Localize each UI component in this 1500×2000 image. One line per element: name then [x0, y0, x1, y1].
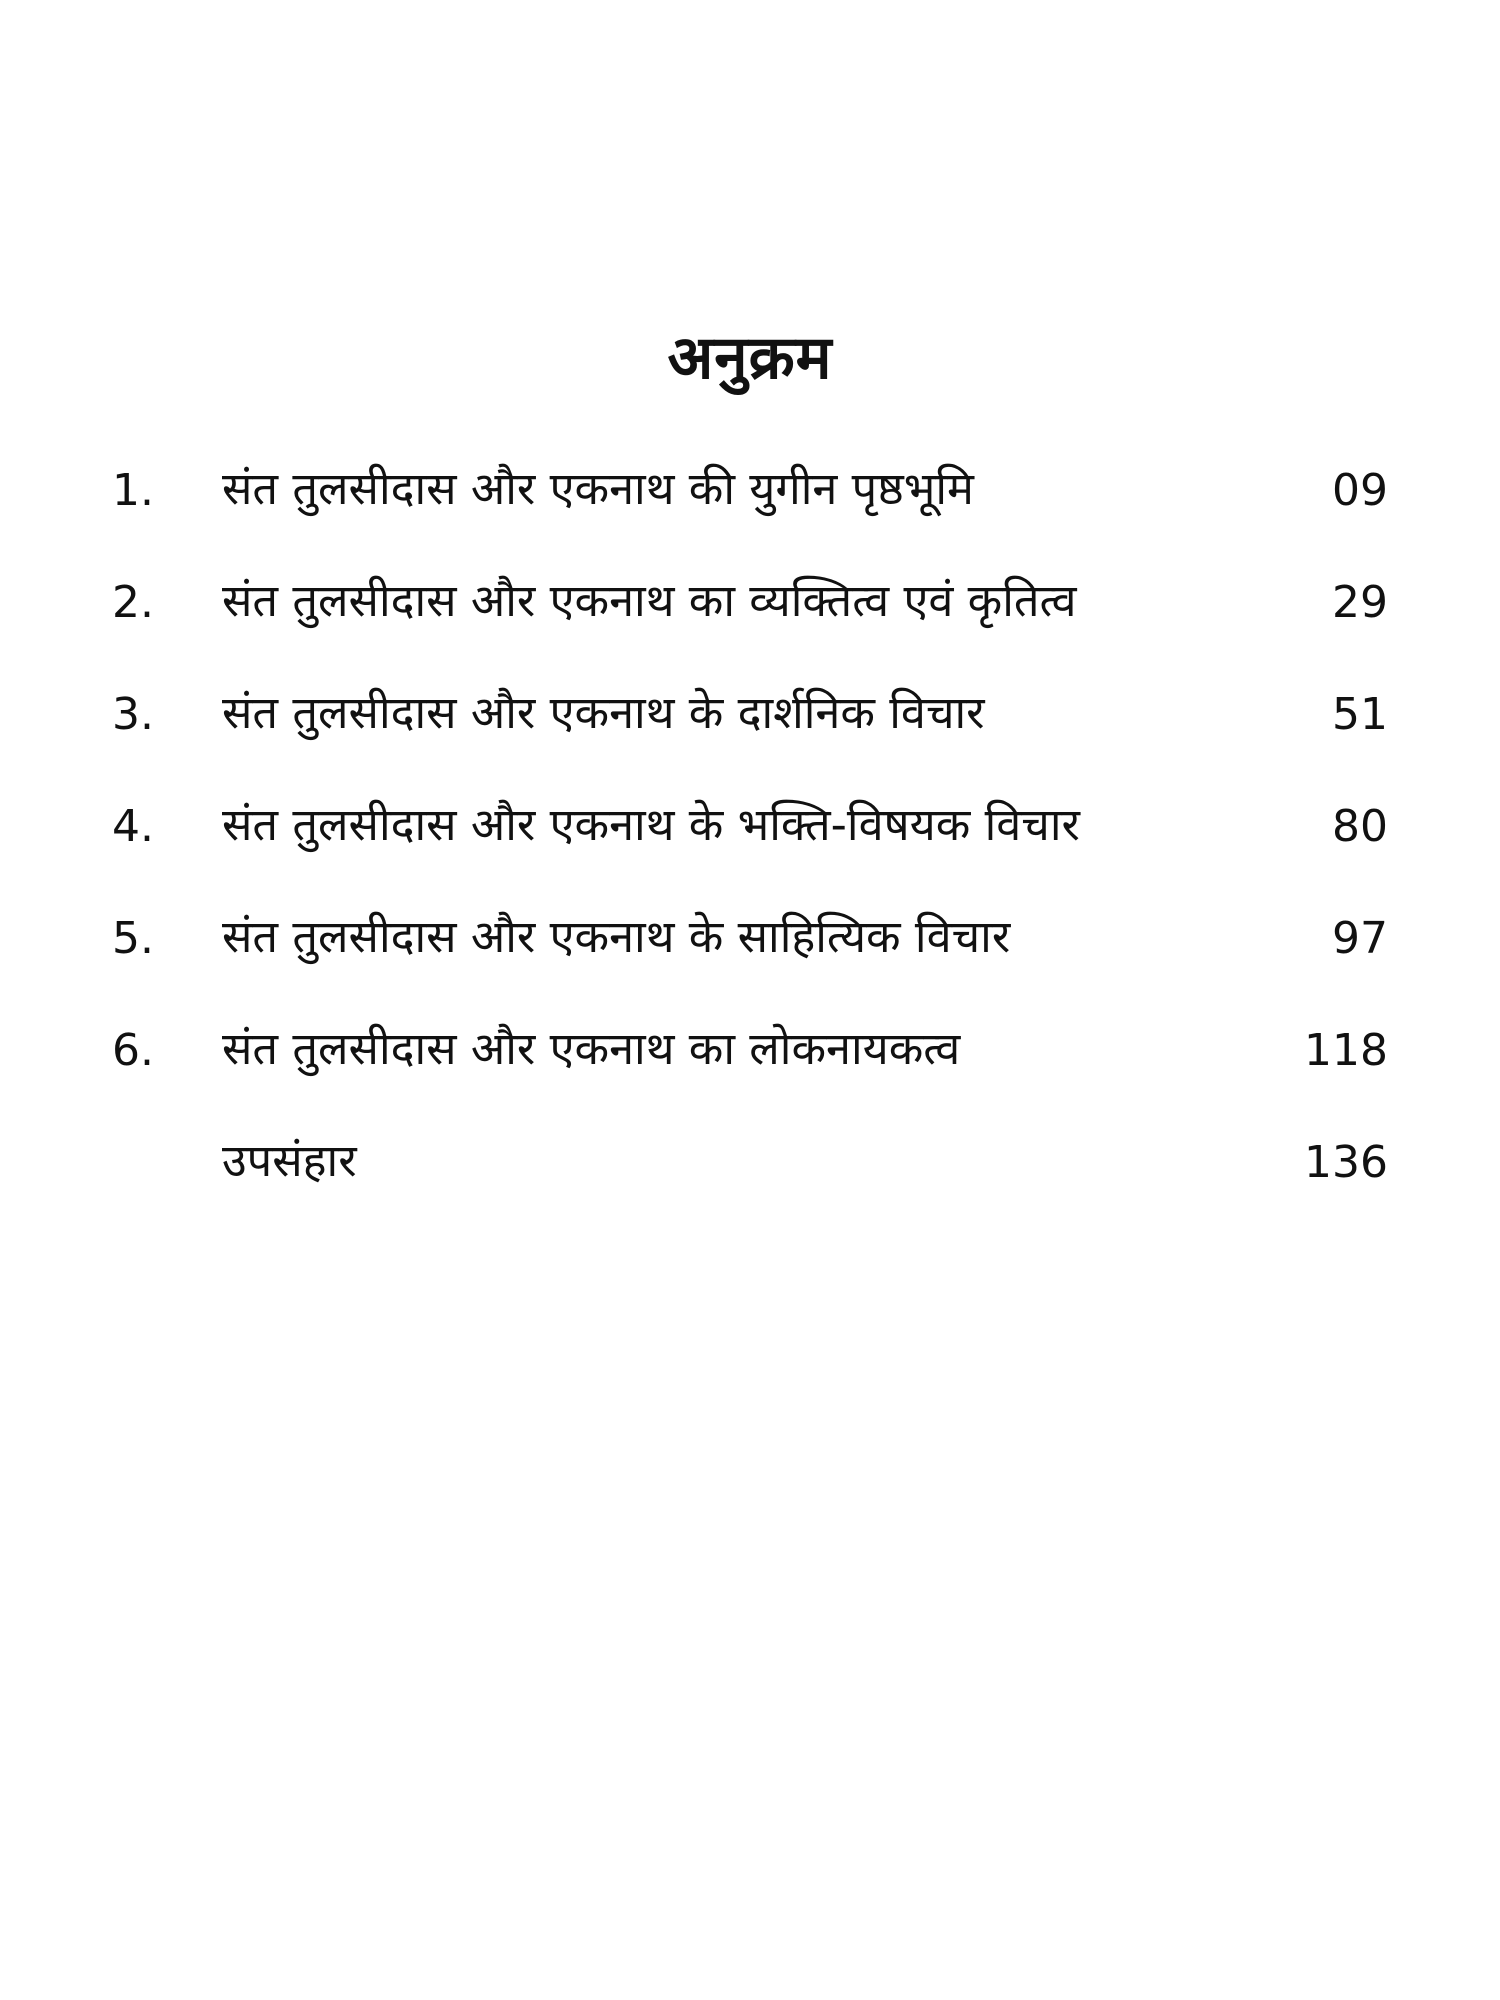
toc-entry-page: 80: [1332, 801, 1388, 852]
page-title: अनुक्रम: [667, 323, 833, 393]
toc-entry-number: 3.: [112, 689, 154, 740]
toc-entry-number: 4.: [112, 801, 154, 852]
toc-entry: [0, 1015, 1500, 1127]
table-of-contents: [0, 455, 1500, 1239]
toc-entry: [0, 455, 1500, 567]
toc-entry-title: संत तुलसीदास और एकनाथ के भक्ति-विषयक विचार: [222, 798, 1080, 851]
toc-entry-page: 118: [1304, 1025, 1388, 1076]
toc-entry-page: 29: [1332, 577, 1388, 628]
toc-entry-title: संत तुलसीदास और एकनाथ की युगीन पृष्ठभूमि: [222, 462, 974, 515]
toc-entry-title: उपसंहार: [222, 1134, 357, 1187]
toc-entry-page: 51: [1332, 689, 1388, 740]
toc-entry-number: 5.: [112, 913, 154, 964]
toc-entry-page: 97: [1332, 913, 1388, 964]
toc-entry: [0, 791, 1500, 903]
toc-entry: [0, 1127, 1500, 1239]
toc-entry-title: संत तुलसीदास और एकनाथ का लोकनायकत्व: [222, 1022, 961, 1075]
toc-entry-page: 136: [1304, 1137, 1388, 1188]
toc-entry-number: 6.: [112, 1025, 154, 1076]
toc-entry: [0, 903, 1500, 1015]
toc-entry: [0, 567, 1500, 679]
toc-entry-number: 1.: [112, 465, 154, 516]
toc-entry-page: 09: [1332, 465, 1388, 516]
toc-entry-number: 2.: [112, 577, 154, 628]
toc-entry-title: संत तुलसीदास और एकनाथ का व्यक्तित्व एवं कृतित्व: [222, 574, 1077, 627]
toc-entry-title: संत तुलसीदास और एकनाथ के दार्शनिक विचार: [222, 686, 985, 739]
toc-entry: [0, 679, 1500, 791]
toc-entry-title: संत तुलसीदास और एकनाथ के साहित्यिक विचार: [222, 910, 1011, 963]
